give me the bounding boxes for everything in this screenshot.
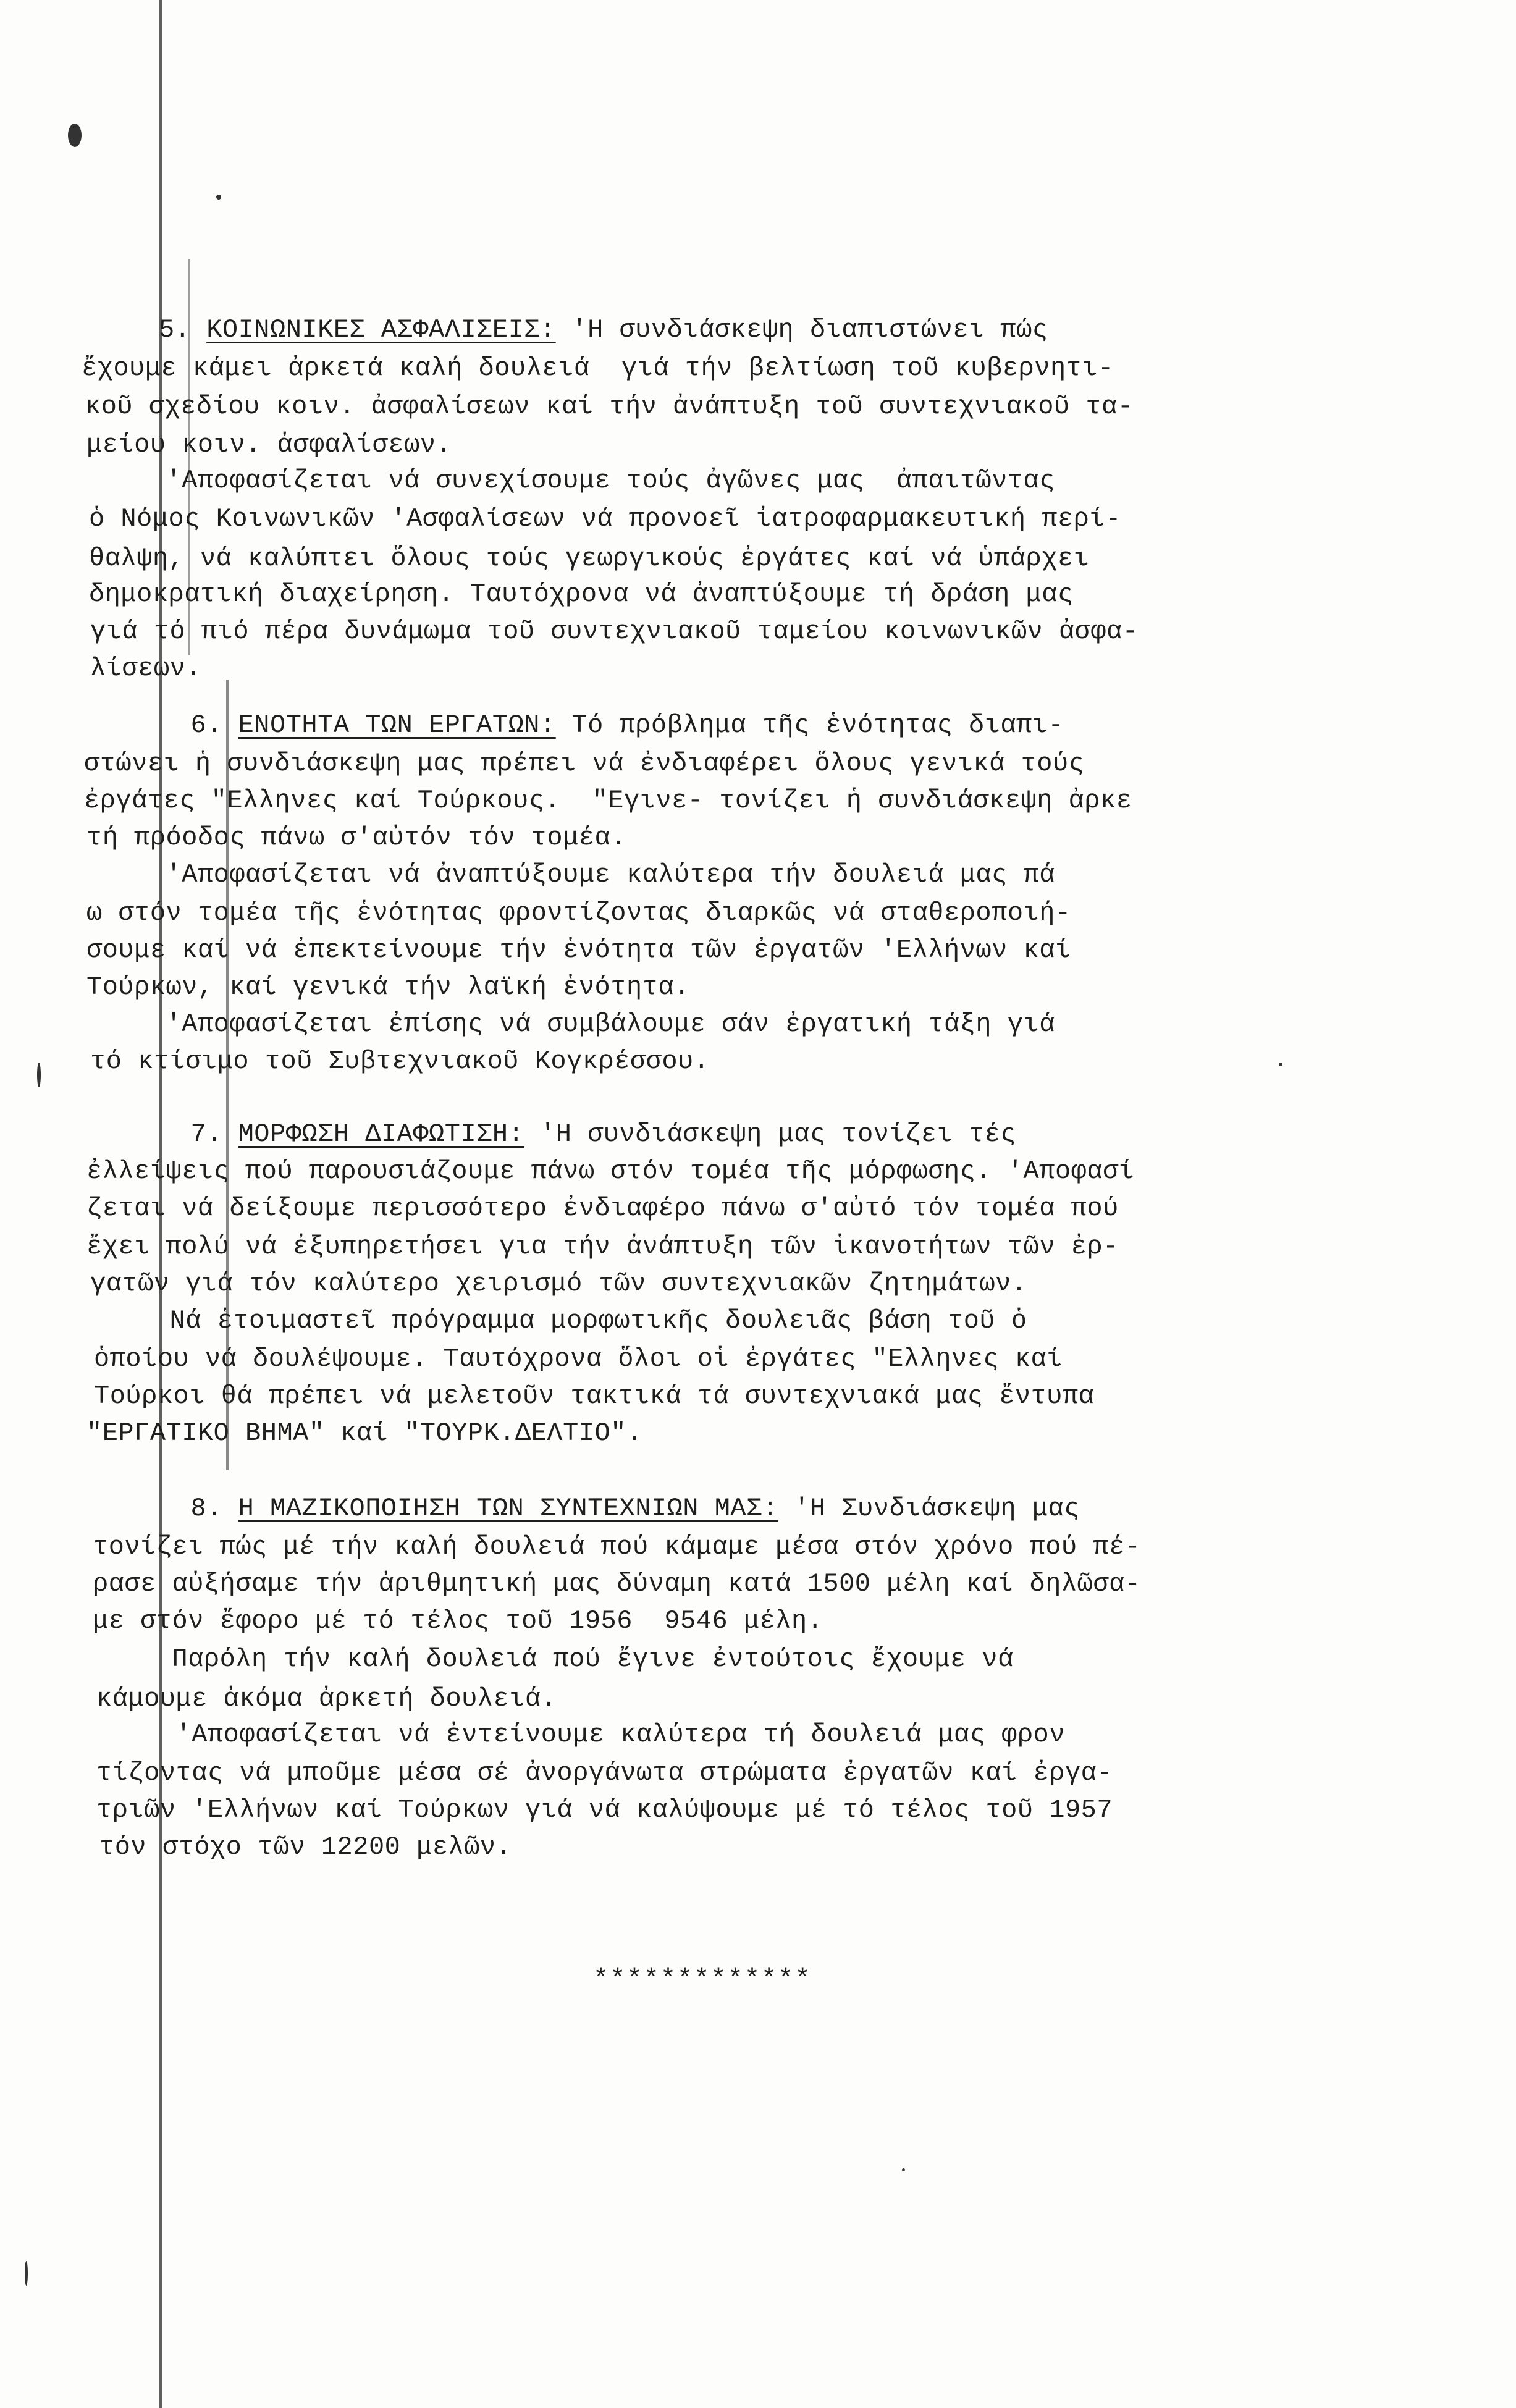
section-5-line: γιά τό πιό πέρα δυνάμωμα τοῦ συντεχνιακοῦ ταμείου κοινωνικῶν ἀσφα- <box>90 617 1139 646</box>
section-7-heading-line <box>0 1118 1516 1150</box>
section-6-number: 6. <box>190 710 222 740</box>
section-6-heading-line <box>0 709 1516 741</box>
section-6-line: 'Αποφασίζεται ἐπίσης νά συμβάλουμε σάν ἐργατική τάξη γιά <box>86 1009 1055 1039</box>
section-6-line: ἐργάτες "Ελληνες καί Τούρκους. "Εγινε- τονίζει ἡ συνδιάσκεψη ἀρκε <box>84 786 1132 815</box>
section-5-line: ἔχουμε κάμει ἀρκετά καλή δουλειά γιά τήν βελτίωση τοῦ κυβερνητι- <box>82 353 1114 383</box>
speck <box>37 1063 41 1087</box>
section-7-first-rest: 'Η συνδιάσκεψη μας τονίζει τές <box>524 1119 1017 1149</box>
section-5-first-rest: 'Η συνδιάσκεψη διαπιστώνει πώς <box>555 315 1048 345</box>
section-6-heading: ΕΝΟΤΗΤΑ ΤΩΝ ΕΡΓΑΤΩΝ: <box>238 710 556 740</box>
section-6-line: σουμε καί νά ἐπεκτείνουμε τήν ἑνότητα τῶν ἐργατῶν 'Ελλήνων καί <box>86 935 1071 965</box>
section-8-number: 8. <box>190 1494 222 1523</box>
section-6-line: τό κτίσιμο τοῦ Συβτεχνιακοῦ Κογκρέσσου. <box>90 1046 710 1076</box>
section-8-heading-line <box>0 1492 1516 1525</box>
speck <box>68 124 82 147</box>
section-7-line: ἐλλείψεις πού παρουσιάζουμε πάνω στόν τομέα τῆς μόρφωσης. 'Αποφασί <box>86 1156 1135 1186</box>
section-5-heading-line <box>0 314 1516 346</box>
section-6-line: 'Αποφασίζεται νά ἀναπτύξουμε καλύτερα τήν δουλειά μας πά <box>86 860 1055 890</box>
speck <box>902 2168 905 2171</box>
section-7-line: γατῶν γιά τόν καλύτερο χειρισμό τῶν συντεχνιακῶν ζητημάτων. <box>90 1269 1027 1299</box>
section-8-line: τονίζει πώς μέ τήν καλή δουλειά πού κάμαμε μέσα στόν χρόνο πού πέ- <box>93 1532 1141 1562</box>
section-7-line: ὁποίου νά δουλέψουμε. Ταυτόχρονα ὅλοι οἱ ἐργάτες "Ελληνες καί <box>94 1344 1063 1374</box>
section-6-line: ω στόν τομέα τῆς ἑνότητας φροντίζοντας διαρκῶς νά σταθεροποιή- <box>86 898 1071 928</box>
section-5-line: 'Αποφασίζεται νά συνεχίσουμε τούς ἀγῶνες μας ἀπαιτῶντας <box>86 466 1055 495</box>
speck <box>216 195 221 200</box>
section-8-line: τίζοντας νά μποῦμε μέσα σέ ἀνοργάνωτα στρώματα ἐργατῶν καί ἐργα- <box>96 1758 1113 1788</box>
section-5-line: κοῦ σχεδίου κοιν. ἀσφαλίσεων καί τήν ἀνάπτυξη τοῦ συντεχνιακοῦ τα- <box>85 392 1134 421</box>
section-7-line: ἔχει πολύ νά ἐξυπηρετήσει για τήν ἀνάπτυξη τῶν ἱκανοτήτων τῶν ἐρ- <box>86 1232 1119 1261</box>
section-8-line: κάμουμε ἀκόμα ἀρκετή δουλειά. <box>96 1684 557 1714</box>
section-8-line: με στόν ἔφορο μέ τό τέλος τοῦ 1956 9546 μέλη. <box>93 1606 823 1636</box>
section-6-line: στώνει ἡ συνδιάσκεψη μας πρέπει νά ἐνδιαφέρει ὅλους γενικά τούς <box>84 749 1085 778</box>
section-7-line: "ΕΡΓΑΤΙΚΟ ΒΗΜΑ" καί "ΤΟΥΡΚ.ΔΕΛΤΙΟ". <box>86 1418 642 1448</box>
section-8-line: ρασε αὐξήσαμε τήν ἀριθμητική μας δύναμη κατά 1500 μέλη καί δηλῶσα- <box>93 1569 1141 1599</box>
section-7-line: ζεται νά δείξουμε περισσότερο ἐνδιαφέρο πάνω σ'αὐτό τόν τομέα πού <box>86 1193 1119 1223</box>
section-6-first-rest: Τό πρόβλημα τῆς ἑνότητας διαπι- <box>555 710 1064 740</box>
section-8-line: τριῶν 'Ελλήνων καί Τούρκων γιά νά καλύψουμε μέ τό τέλος τοῦ 1957 <box>96 1795 1113 1825</box>
section-5-line: λίσεων. <box>90 654 201 683</box>
section-6-line: τή πρόοδος πάνω σ'αὐτόν τόν τομέα. <box>86 823 626 852</box>
section-8-first-rest: 'Η Συνδιάσκεψη μας <box>778 1494 1080 1523</box>
section-5-number: 5. <box>159 315 191 345</box>
speck <box>25 2261 28 2286</box>
section-8-heading: Η ΜΑΖΙΚΟΠΟΙΗΣΗ ΤΩΝ ΣΥΝΤΕΧΝΙΩΝ ΜΑΣ: <box>238 1494 778 1523</box>
section-6-line: Τούρκων, καί γενικά τήν λαϊκή ἑνότητα. <box>86 972 690 1002</box>
section-8-line: Παρόλη τήν καλή δουλειά πού ἔγινε ἐντούτοις ἔχουμε νά <box>93 1644 1014 1674</box>
section-7-heading: ΜΟΡΦΩΣΗ ΔΙΑΦΩΤΙΣΗ: <box>238 1119 524 1149</box>
section-5-line: μείου κοιν. ἀσφαλίσεων. <box>86 430 452 460</box>
footer-separator: ************* <box>593 1964 812 1994</box>
section-7-line: Νά ἑτοιμαστεῖ πρόγραμμα μορφωτικῆς δουλειᾶς βάση τοῦ ὁ <box>90 1306 1027 1336</box>
section-7-line: Τούρκοι θά πρέπει νά μελετοῦν τακτικά τά συντεχνιακά μας ἔντυπα <box>94 1381 1095 1411</box>
section-7-number: 7. <box>190 1119 222 1149</box>
section-5-line: ὁ Νόμος Κοινωνικῶν 'Ασφαλίσεων νά προνοεῖ ἰατροφαρμακευτική περί- <box>89 504 1121 534</box>
section-5-heading: ΚΟΙΝΩΝΙΚΕΣ ΑΣΦΑΛΙΣΕΙΣ: <box>206 315 556 345</box>
section-5-line: δημοκρατική διαχείρηση. Ταυτόχρονα νά ἀναπτύξουμε τή δράση μας <box>89 579 1074 609</box>
section-5-line: θαλψη, νά καλύπτει ὅλους τούς γεωργικούς ἐργάτες καί νά ὑπάρχει <box>89 544 1090 573</box>
section-8-line: 'Αποφασίζεται νά ἐντείνουμε καλύτερα τή δουλειά μας φρον <box>96 1720 1065 1749</box>
section-8-line: τόν στόχο τῶν 12200 μελῶν. <box>99 1832 512 1862</box>
